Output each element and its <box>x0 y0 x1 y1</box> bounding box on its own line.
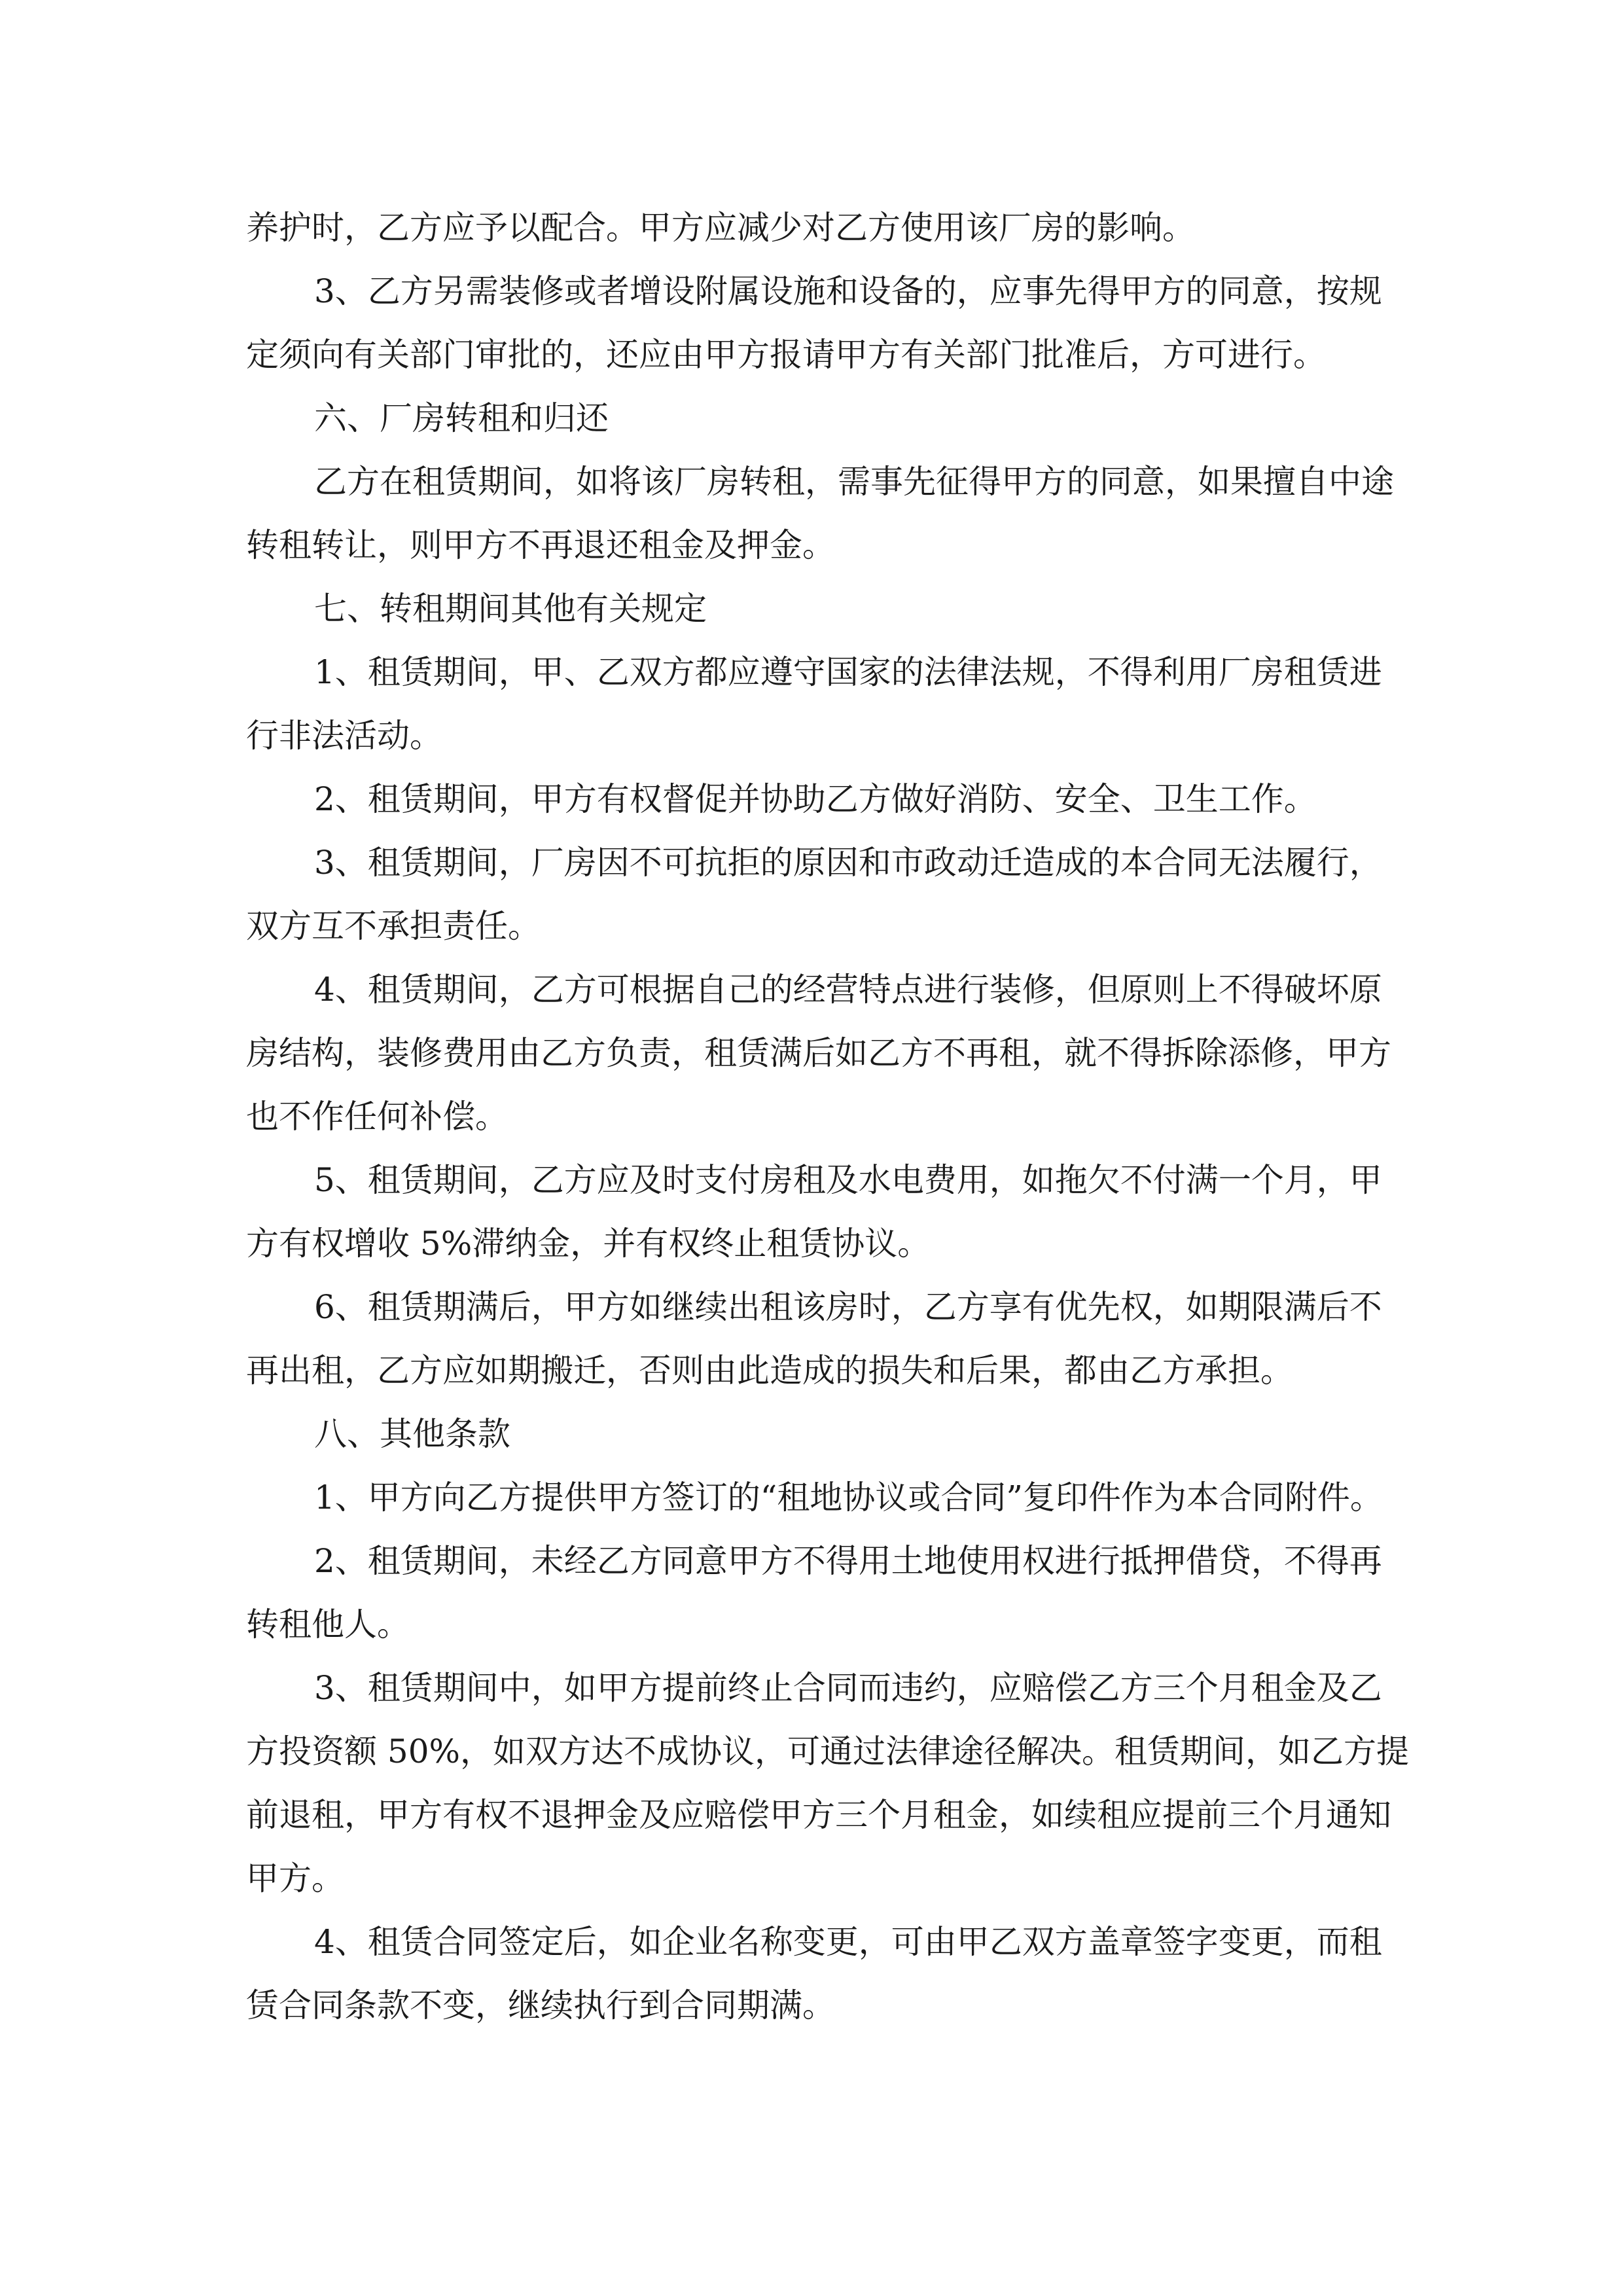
text-line: 乙方在租赁期间，如将该厂房转租，需事先征得甲方的同意，如果擅自中途 <box>314 463 1394 501</box>
text-line: 5、租赁期间，乙方应及时支付房租及水电费用，如拖欠不付满一个月，甲 <box>314 1161 1382 1199</box>
text-line: 房结构，装修费用由乙方负责，租赁满后如乙方不再租，就不得拆除添修，甲方 <box>246 1034 1391 1072</box>
text-line: 双方互不承担责任。 <box>246 907 541 945</box>
text-line: 转租他人。 <box>246 1605 410 1643</box>
text-line: 养护时，乙方应予以配合。甲方应减少对乙方使用该厂房的影响。 <box>246 209 1195 247</box>
text-line: 甲方。 <box>246 1859 344 1897</box>
text-line: 赁合同条款不变，继续执行到合同期满。 <box>246 1986 835 2024</box>
text-line: 3、乙方另需装修或者增设附属设施和设备的，应事先得甲方的同意，按规 <box>314 272 1382 310</box>
text-line: 1、租赁期间，甲、乙双方都应遵守国家的法律法规，不得利用厂房租赁进 <box>314 653 1382 691</box>
section-heading: 六、厂房转租和归还 <box>314 399 609 437</box>
text-line: 4、租赁合同签定后，如企业名称变更，可由甲乙双方盖章签字变更，而租 <box>314 1923 1382 1961</box>
section-heading: 七、转租期间其他有关规定 <box>314 590 707 628</box>
text-line: 4、租赁期间，乙方可根据自己的经营特点进行装修，但原则上不得破坏原 <box>314 971 1382 1009</box>
text-line: 定须向有关部门审批的，还应由甲方报请甲方有关部门批准后，方可进行。 <box>246 336 1326 374</box>
text-line: 3、租赁期间中，如甲方提前终止合同而违约，应赔偿乙方三个月租金及乙 <box>314 1669 1382 1707</box>
text-line: 方有权增收 5%滞纳金，并有权终止租赁协议。 <box>246 1225 931 1263</box>
text-line: 3、租赁期间，厂房因不可抗拒的原因和市政动迁造成的本合同无法履行， <box>314 844 1382 882</box>
section-heading: 八、其他条款 <box>314 1415 510 1453</box>
text-line: 前退租，甲方有权不退押金及应赔偿甲方三个月租金，如续租应提前三个月通知 <box>246 1796 1391 1834</box>
text-line: 行非法活动。 <box>246 717 442 755</box>
text-line: 转租转让，则甲方不再退还租金及押金。 <box>246 526 835 564</box>
text-line: 方投资额 50%，如双方达不成协议，可通过法律途径解决。租赁期间，如乙方提 <box>246 1732 1410 1770</box>
text-line: 2、租赁期间，未经乙方同意甲方不得用土地使用权进行抵押借贷，不得再 <box>314 1542 1382 1580</box>
text-line: 也不作任何补偿。 <box>246 1098 508 1136</box>
text-line: 2、租赁期间，甲方有权督促并协助乙方做好消防、安全、卫生工作。 <box>314 780 1317 818</box>
text-line: 6、租赁期满后，甲方如继续出租该房时，乙方享有优先权，如期限满后不 <box>314 1288 1382 1326</box>
text-line: 1、甲方向乙方提供甲方签订的“租地协议或合同”复印件作为本合同附件。 <box>314 1479 1383 1516</box>
document-page <box>246 196 1410 2037</box>
text-line: 再出租，乙方应如期搬迁，否则由此造成的损失和后果，都由乙方承担。 <box>246 1352 1293 1390</box>
